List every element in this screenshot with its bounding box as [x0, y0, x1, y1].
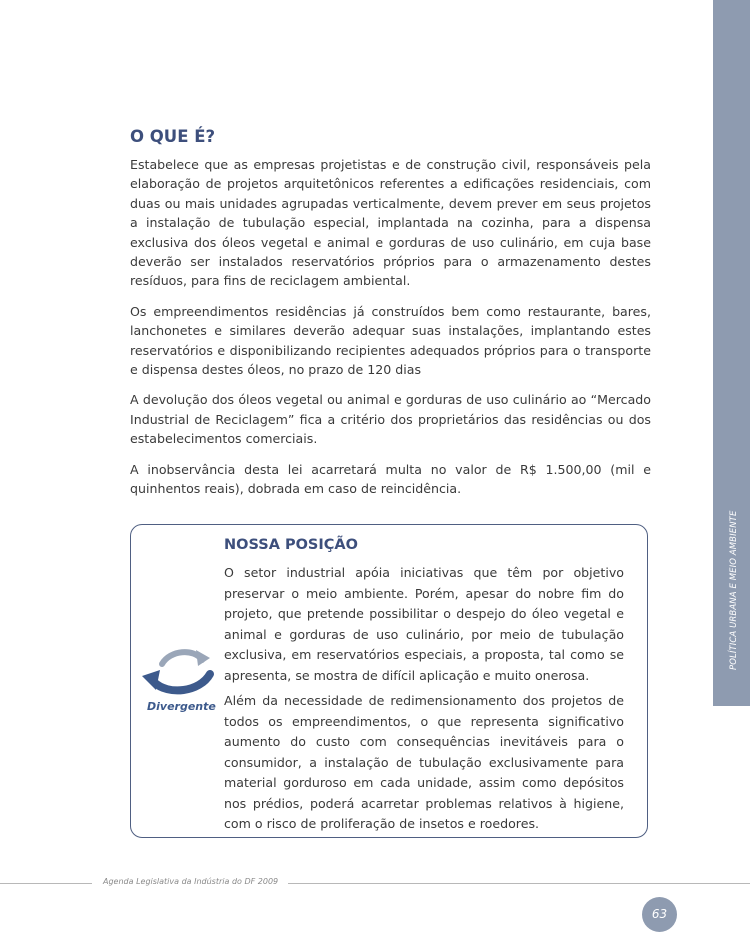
paragraph: A devolução dos óleos vegetal ou animal e gorduras de uso culinário ao “Mercado Industrial de Reciclagem” fica a critério dos proprietários das residências ou dos estabelecimentos comerciais. [130, 392, 651, 447]
divergent-arrows-icon [140, 646, 218, 698]
stance-label: Divergente [147, 700, 216, 713]
footer-divider [288, 883, 750, 884]
position-body [224, 563, 624, 840]
footer-divider [0, 883, 92, 884]
paragraph: Estabelece que as empresas projetistas e de construção civil, responsáveis pela elaboração de projetos arquitetônicos referentes a edificações residenciais, com duas ou mais unidades agrupadas verticalmente, devem prever em seus projetos a instalação de tubulação especial, implantada na cozinha, para a dispensa exclusiva dos óleos vegetal e animal e gorduras de uso culinário, em cuja base deverão ser instalados reservatórios próprios para o armazenamento destes resíduos, para fins de reciclagem ambiental. [130, 157, 651, 289]
position-title: NOSSA POSIÇÃO [224, 537, 358, 553]
section-title: O QUE É? [130, 127, 216, 146]
paragraph: O setor industrial apóia iniciativas que têm por objetivo preservar o meio ambiente. Porém, apesar do nobre fim do projeto, que pretende possibilitar o despejo do óleo vegetal e animal e gorduras de uso culinário, por meio de tubulação exclusiva, em reservatórios especiais, a proposta, tal como se apresenta, se mostra de difícil aplicação e muito onerosa. [224, 565, 624, 683]
paragraph: Os empreendimentos residências já construídos bem como restaurante, bares, lanchonetes e similares deverão adequar suas instalações, implantando estes reservatórios e disponibilizando recipientes adequados próprios para o transporte e dispensa destes óleos, no prazo de 120 dias [130, 303, 651, 378]
paragraph: A inobservância desta lei acarretará multa no valor de R$ 1.500,00 (mil e quinhentos reais), dobrada em caso de reincidência. [130, 461, 651, 497]
paragraph: Além da necessidade de redimensionamento dos projetos de todos os empreendimentos, o que representa significativo aumento do custo com consequências inevitáveis para o consumidor, a instalação de tubulação exclusivamente para material gorduroso em cada unidade, assim como depósitos nos prédios, poderá acarretar problemas relativos à higiene, com o risco de proliferação de insetos e roedores. [224, 693, 624, 831]
side-tab-label: POLÍTICA URBANA E MEIO AMBIENTE [729, 510, 739, 670]
page-number: 63 [642, 897, 677, 932]
section-body [130, 155, 651, 510]
footer-title: Agenda Legislativa da Indústria do DF 2009 [103, 877, 279, 886]
